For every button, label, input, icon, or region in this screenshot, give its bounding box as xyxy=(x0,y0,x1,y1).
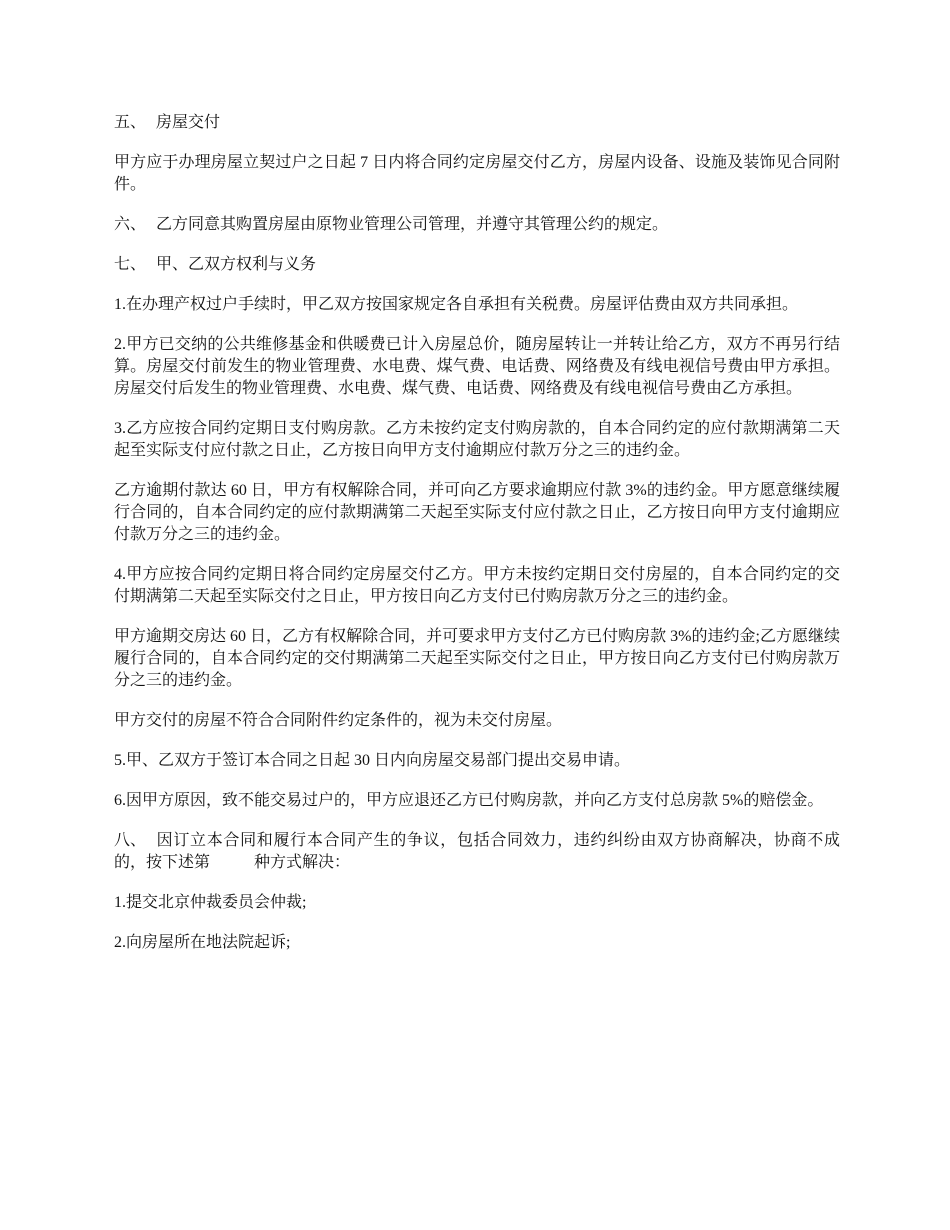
section-7-title: 甲、乙双方权利与义务 xyxy=(156,256,317,273)
section-8-text-before: 因订立本合同和履行本合同产生的争议，包括合同效力，违约纠纷由双方协商解决，协商不成的，按下述第 xyxy=(114,832,840,871)
section-6-number: 六、 xyxy=(114,216,147,233)
section-8-paragraph xyxy=(114,830,840,874)
option-1-arbitration: 1.提交北京仲裁委员会仲裁; xyxy=(114,894,307,911)
clause-6-compensation: 6.因甲方原因，致不能交易过户的，甲方应退还乙方已付购房款，并向乙方支付总房款 5%的赔偿金。 xyxy=(114,792,824,809)
section-5-heading xyxy=(114,112,840,134)
section-5-body: 甲方应于办理房屋立契过户之日起 7 日内将合同约定房屋交付乙方，房屋内设备、设施及装饰见合同附件。 xyxy=(114,154,840,193)
clause-4-overdue-delivery: 甲方逾期交房达 60 日，乙方有权解除合同，并可要求甲方支付乙方已付购房款 3%的违约金;乙方愿继续履行合同的，自本合同约定的交付期满第二天起至实际交付之日止，甲方按日向乙方支付已付购房款万分之三的违约金。 xyxy=(114,628,840,689)
section-7-heading xyxy=(114,254,840,276)
contract-page xyxy=(114,112,840,972)
clause-1-taxes: 1.在办理产权过户手续时，甲乙双方按国家规定各自承担有关税费。房屋评估费由双方共同承担。 xyxy=(114,296,799,313)
section-7-number: 七、 xyxy=(114,256,147,273)
section-6-paragraph xyxy=(114,214,840,236)
clause-4-nonconforming: 甲方交付的房屋不符合合同附件约定条件的，视为未交付房屋。 xyxy=(114,712,563,729)
section-8-number: 八、 xyxy=(114,832,147,849)
clause-5-application: 5.甲、乙双方于签订本合同之日起 30 日内向房屋交易部门提出交易申请。 xyxy=(114,752,631,769)
clause-2-fees: 2.甲方已交纳的公共维修基金和供暖费已计入房屋总价，随房屋转让一并转让给乙方，双方不再另行结算。房屋交付前发生的物业管理费、水电费、煤气费、电话费、网络费及有线电视信号费由甲方承担。房屋交付后发生的物业管理费、水电费、煤气费、电话费、网络费及有线电视信号费由乙方承担。 xyxy=(114,336,840,397)
section-6-text: 乙方同意其购置房屋由原物业管理公司管理，并遵守其管理公约的规定。 xyxy=(156,216,669,233)
clause-4-delivery: 4.甲方应按合同约定期日将合同约定房屋交付乙方。甲方未按约定期日交付房屋的，自本合同约定的交付期满第二天起至实际交付之日止，甲方按日向乙方支付已付购房款万分之三的违约金。 xyxy=(114,566,840,605)
section-5-title: 房屋交付 xyxy=(156,114,221,131)
section-8-text-after: 种方式解决： xyxy=(254,854,351,871)
clause-3-payment: 3.乙方应按合同约定期日支付购房款。乙方未按约定支付购房款的，自本合同约定的应付款期满第二天起至实际支付应付款之日止，乙方按日向甲方支付逾期应付款万分之三的违约金。 xyxy=(114,420,840,459)
clause-3-overdue-payment: 乙方逾期付款达 60 日，甲方有权解除合同，并可向乙方要求逾期应付款 3%的违约金。甲方愿意继续履行合同的，自本合同约定的应付款期满第二天起至实际支付应付款之日止，乙方按日向甲方支付逾期应付款万分之三的违约金。 xyxy=(114,482,840,543)
option-2-lawsuit: 2.向房屋所在地法院起诉; xyxy=(114,934,291,951)
section-5-number: 五、 xyxy=(114,114,147,131)
